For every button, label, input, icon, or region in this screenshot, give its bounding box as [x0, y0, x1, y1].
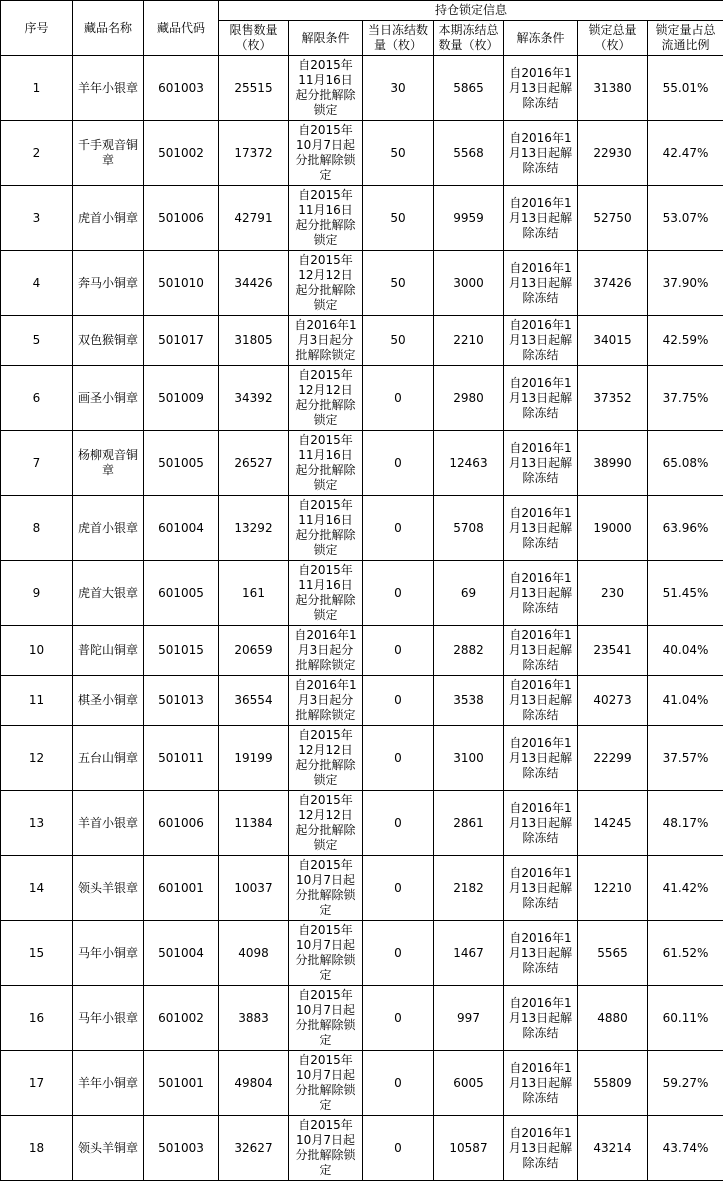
table-cell: 自2016年1月13日起解除冻结	[504, 121, 578, 186]
table-cell: 16	[1, 986, 73, 1051]
table-cell: 34426	[219, 251, 289, 316]
table-cell: 50	[363, 121, 434, 186]
table-cell: 0	[363, 366, 434, 431]
table-cell: 601006	[144, 791, 219, 856]
table-cell: 5568	[434, 121, 504, 186]
column-header-lock-ratio: 锁定量占总流通比例	[648, 21, 723, 56]
table-cell: 奔马小铜章	[73, 251, 144, 316]
table-cell: 2882	[434, 626, 504, 676]
table-cell: 50	[363, 251, 434, 316]
table-cell: 自2016年1月13日起解除冻结	[504, 1051, 578, 1116]
column-header-unfreeze-condition: 解冻条件	[504, 21, 578, 56]
table-cell: 自2016年1月13日起解除冻结	[504, 1116, 578, 1181]
table-cell: 0	[363, 496, 434, 561]
table-cell: 601004	[144, 496, 219, 561]
table-cell: 55.01%	[648, 56, 723, 121]
table-cell: 41.42%	[648, 856, 723, 921]
table-cell: 501010	[144, 251, 219, 316]
table-cell: 2210	[434, 316, 504, 366]
table-cell: 自2016年1月13日起解除冻结	[504, 856, 578, 921]
table-cell: 2861	[434, 791, 504, 856]
table-cell: 3	[1, 186, 73, 251]
table-cell: 8	[1, 496, 73, 561]
table-cell: 双色猴铜章	[73, 316, 144, 366]
table-cell: 虎首小铜章	[73, 186, 144, 251]
table-cell: 自2016年1月3日起分批解除锁定	[289, 316, 363, 366]
column-header-daily-frozen-qty: 当日冻结数量（枚）	[363, 21, 434, 56]
table-cell: 自2015年11月16日起分批解除锁定	[289, 186, 363, 251]
table-cell: 0	[363, 626, 434, 676]
table-cell: 501006	[144, 186, 219, 251]
table-header	[1, 1, 723, 56]
table-row	[1, 1116, 723, 1181]
table-cell: 自2016年1月13日起解除冻结	[504, 626, 578, 676]
table-cell: 501013	[144, 676, 219, 726]
table-cell: 17	[1, 1051, 73, 1116]
table-body	[1, 56, 723, 1181]
table-row	[1, 316, 723, 366]
table-cell: 997	[434, 986, 504, 1051]
table-cell: 41.04%	[648, 676, 723, 726]
table-cell: 42.47%	[648, 121, 723, 186]
table-cell: 5565	[578, 921, 648, 986]
table-cell: 0	[363, 921, 434, 986]
table-cell: 601002	[144, 986, 219, 1051]
table-cell: 9959	[434, 186, 504, 251]
table-cell: 自2016年1月13日起解除冻结	[504, 56, 578, 121]
table-cell: 自2016年1月13日起解除冻结	[504, 431, 578, 496]
table-cell: 4098	[219, 921, 289, 986]
table-cell: 19199	[219, 726, 289, 791]
table-cell: 38990	[578, 431, 648, 496]
table-row	[1, 856, 723, 921]
table-cell: 领头羊银章	[73, 856, 144, 921]
table-cell: 22930	[578, 121, 648, 186]
table-cell: 自2016年1月13日起解除冻结	[504, 251, 578, 316]
table-cell: 自2015年12月12日起分批解除锁定	[289, 366, 363, 431]
column-header-item-name: 藏品名称	[73, 1, 144, 56]
table-cell: 31380	[578, 56, 648, 121]
table-cell: 2	[1, 121, 73, 186]
table-cell: 60.11%	[648, 986, 723, 1051]
table-row	[1, 921, 723, 986]
table-cell: 3538	[434, 676, 504, 726]
table-cell: 画圣小铜章	[73, 366, 144, 431]
table-cell: 26527	[219, 431, 289, 496]
table-cell: 羊年小铜章	[73, 1051, 144, 1116]
column-header-locked-total: 锁定总量（枚）	[578, 21, 648, 56]
table-cell: 501004	[144, 921, 219, 986]
table-cell: 自2015年10月7日起分批解除锁定	[289, 121, 363, 186]
table-cell: 领头羊铜章	[73, 1116, 144, 1181]
table-cell: 601001	[144, 856, 219, 921]
table-cell: 34015	[578, 316, 648, 366]
table-cell: 11384	[219, 791, 289, 856]
table-cell: 601005	[144, 561, 219, 626]
table-cell: 501009	[144, 366, 219, 431]
table-cell: 5865	[434, 56, 504, 121]
table-cell: 37.90%	[648, 251, 723, 316]
table-cell: 501005	[144, 431, 219, 496]
table-cell: 自2016年1月13日起解除冻结	[504, 366, 578, 431]
table-cell: 59.27%	[648, 1051, 723, 1116]
table-cell: 50	[363, 316, 434, 366]
table-cell: 12463	[434, 431, 504, 496]
table-cell: 12	[1, 726, 73, 791]
table-row	[1, 626, 723, 676]
table-cell: 32627	[219, 1116, 289, 1181]
table-row	[1, 791, 723, 856]
group-header-lock-info: 持仓锁定信息	[219, 1, 723, 21]
table-cell: 五台山铜章	[73, 726, 144, 791]
table-cell: 马年小铜章	[73, 921, 144, 986]
table-cell: 50	[363, 186, 434, 251]
table-cell: 1467	[434, 921, 504, 986]
table-row	[1, 366, 723, 431]
table-cell: 40273	[578, 676, 648, 726]
table-row	[1, 986, 723, 1051]
column-header-unlock-condition: 解限条件	[289, 21, 363, 56]
table-cell: 14245	[578, 791, 648, 856]
table-cell: 37.57%	[648, 726, 723, 791]
table-cell: 自2015年11月16日起分批解除锁定	[289, 496, 363, 561]
table-cell: 自2015年11月16日起分批解除锁定	[289, 431, 363, 496]
table-row	[1, 56, 723, 121]
table-cell: 0	[363, 1116, 434, 1181]
table-cell: 52750	[578, 186, 648, 251]
table-cell: 6	[1, 366, 73, 431]
table-cell: 22299	[578, 726, 648, 791]
table-cell: 3883	[219, 986, 289, 1051]
table-cell: 0	[363, 791, 434, 856]
table-cell: 37426	[578, 251, 648, 316]
table-cell: 501002	[144, 121, 219, 186]
table-row	[1, 726, 723, 791]
table-cell: 6005	[434, 1051, 504, 1116]
table-cell: 虎首大银章	[73, 561, 144, 626]
column-header-item-code: 藏品代码	[144, 1, 219, 56]
table-cell: 自2016年1月13日起解除冻结	[504, 986, 578, 1051]
table-cell: 千手观音铜章	[73, 121, 144, 186]
table-cell: 虎首小银章	[73, 496, 144, 561]
table-cell: 65.08%	[648, 431, 723, 496]
table-cell: 37.75%	[648, 366, 723, 431]
table-cell: 13	[1, 791, 73, 856]
table-cell: 0	[363, 856, 434, 921]
column-header-restricted-qty: 限售数量（枚）	[219, 21, 289, 56]
table-cell: 501015	[144, 626, 219, 676]
table-cell: 501011	[144, 726, 219, 791]
table-cell: 自2016年1月3日起分批解除锁定	[289, 626, 363, 676]
table-cell: 18	[1, 1116, 73, 1181]
table-cell: 自2015年10月7日起分批解除锁定	[289, 1116, 363, 1181]
table-cell: 4880	[578, 986, 648, 1051]
table-cell: 42.59%	[648, 316, 723, 366]
table-cell: 13292	[219, 496, 289, 561]
table-cell: 34392	[219, 366, 289, 431]
table-cell: 自2016年1月13日起解除冻结	[504, 921, 578, 986]
table-cell: 37352	[578, 366, 648, 431]
table-cell: 51.45%	[648, 561, 723, 626]
table-cell: 自2016年1月13日起解除冻结	[504, 186, 578, 251]
table-cell: 42791	[219, 186, 289, 251]
table-row	[1, 431, 723, 496]
table-cell: 羊首小银章	[73, 791, 144, 856]
table-cell: 48.17%	[648, 791, 723, 856]
table-cell: 161	[219, 561, 289, 626]
table-cell: 9	[1, 561, 73, 626]
table-cell: 7	[1, 431, 73, 496]
table-cell: 自2015年10月7日起分批解除锁定	[289, 921, 363, 986]
table-cell: 36554	[219, 676, 289, 726]
column-header-serial: 序号	[1, 1, 73, 56]
table-cell: 自2016年1月13日起解除冻结	[504, 496, 578, 561]
table-cell: 43.74%	[648, 1116, 723, 1181]
table-row	[1, 251, 723, 316]
table-row	[1, 1051, 723, 1116]
table-cell: 501003	[144, 1116, 219, 1181]
table-row	[1, 186, 723, 251]
table-row	[1, 676, 723, 726]
table-cell: 53.07%	[648, 186, 723, 251]
table-cell: 自2015年12月12日起分批解除锁定	[289, 251, 363, 316]
table-cell: 羊年小银章	[73, 56, 144, 121]
table-row	[1, 496, 723, 561]
table-cell: 10037	[219, 856, 289, 921]
table-cell: 20659	[219, 626, 289, 676]
table-cell: 15	[1, 921, 73, 986]
table-cell: 自2015年11月16日起分批解除锁定	[289, 56, 363, 121]
table-cell: 5	[1, 316, 73, 366]
table-cell: 11	[1, 676, 73, 726]
table-cell: 自2016年1月13日起解除冻结	[504, 676, 578, 726]
table-cell: 自2015年12月12日起分批解除锁定	[289, 726, 363, 791]
table-cell: 自2015年10月7日起分批解除锁定	[289, 986, 363, 1051]
table-cell: 601003	[144, 56, 219, 121]
table-cell: 49804	[219, 1051, 289, 1116]
table-cell: 63.96%	[648, 496, 723, 561]
table-cell: 10587	[434, 1116, 504, 1181]
table-cell: 自2016年1月3日起分批解除锁定	[289, 676, 363, 726]
table-cell: 0	[363, 676, 434, 726]
table-cell: 自2015年10月7日起分批解除锁定	[289, 1051, 363, 1116]
table-cell: 69	[434, 561, 504, 626]
table-cell: 25515	[219, 56, 289, 121]
table-cell: 自2015年10月7日起分批解除锁定	[289, 856, 363, 921]
table-cell: 4	[1, 251, 73, 316]
table-row	[1, 121, 723, 186]
table-cell: 2182	[434, 856, 504, 921]
table-cell: 10	[1, 626, 73, 676]
table-cell: 55809	[578, 1051, 648, 1116]
table-cell: 230	[578, 561, 648, 626]
table-cell: 40.04%	[648, 626, 723, 676]
table-cell: 0	[363, 726, 434, 791]
table-cell: 5708	[434, 496, 504, 561]
table-cell: 0	[363, 561, 434, 626]
table-cell: 501001	[144, 1051, 219, 1116]
table-cell: 棋圣小铜章	[73, 676, 144, 726]
table-row	[1, 561, 723, 626]
table-cell: 12210	[578, 856, 648, 921]
table-cell: 31805	[219, 316, 289, 366]
table-cell: 马年小银章	[73, 986, 144, 1051]
table-cell: 自2016年1月13日起解除冻结	[504, 726, 578, 791]
table-cell: 23541	[578, 626, 648, 676]
table-cell: 0	[363, 1051, 434, 1116]
table-cell: 0	[363, 431, 434, 496]
table-cell: 自2015年12月12日起分批解除锁定	[289, 791, 363, 856]
table-cell: 17372	[219, 121, 289, 186]
table-cell: 43214	[578, 1116, 648, 1181]
table-cell: 501017	[144, 316, 219, 366]
table-cell: 杨柳观音铜章	[73, 431, 144, 496]
table-cell: 0	[363, 986, 434, 1051]
table-cell: 自2015年11月16日起分批解除锁定	[289, 561, 363, 626]
table-cell: 3000	[434, 251, 504, 316]
table-cell: 自2016年1月13日起解除冻结	[504, 791, 578, 856]
table-cell: 2980	[434, 366, 504, 431]
table-cell: 30	[363, 56, 434, 121]
table-cell: 3100	[434, 726, 504, 791]
table-cell: 自2016年1月13日起解除冻结	[504, 561, 578, 626]
table-cell: 14	[1, 856, 73, 921]
table-cell: 1	[1, 56, 73, 121]
table-cell: 61.52%	[648, 921, 723, 986]
header-row-group	[1, 1, 723, 21]
table-cell: 19000	[578, 496, 648, 561]
column-header-period-frozen-total: 本期冻结总数量（枚）	[434, 21, 504, 56]
table-cell: 自2016年1月13日起解除冻结	[504, 316, 578, 366]
table-cell: 普陀山铜章	[73, 626, 144, 676]
